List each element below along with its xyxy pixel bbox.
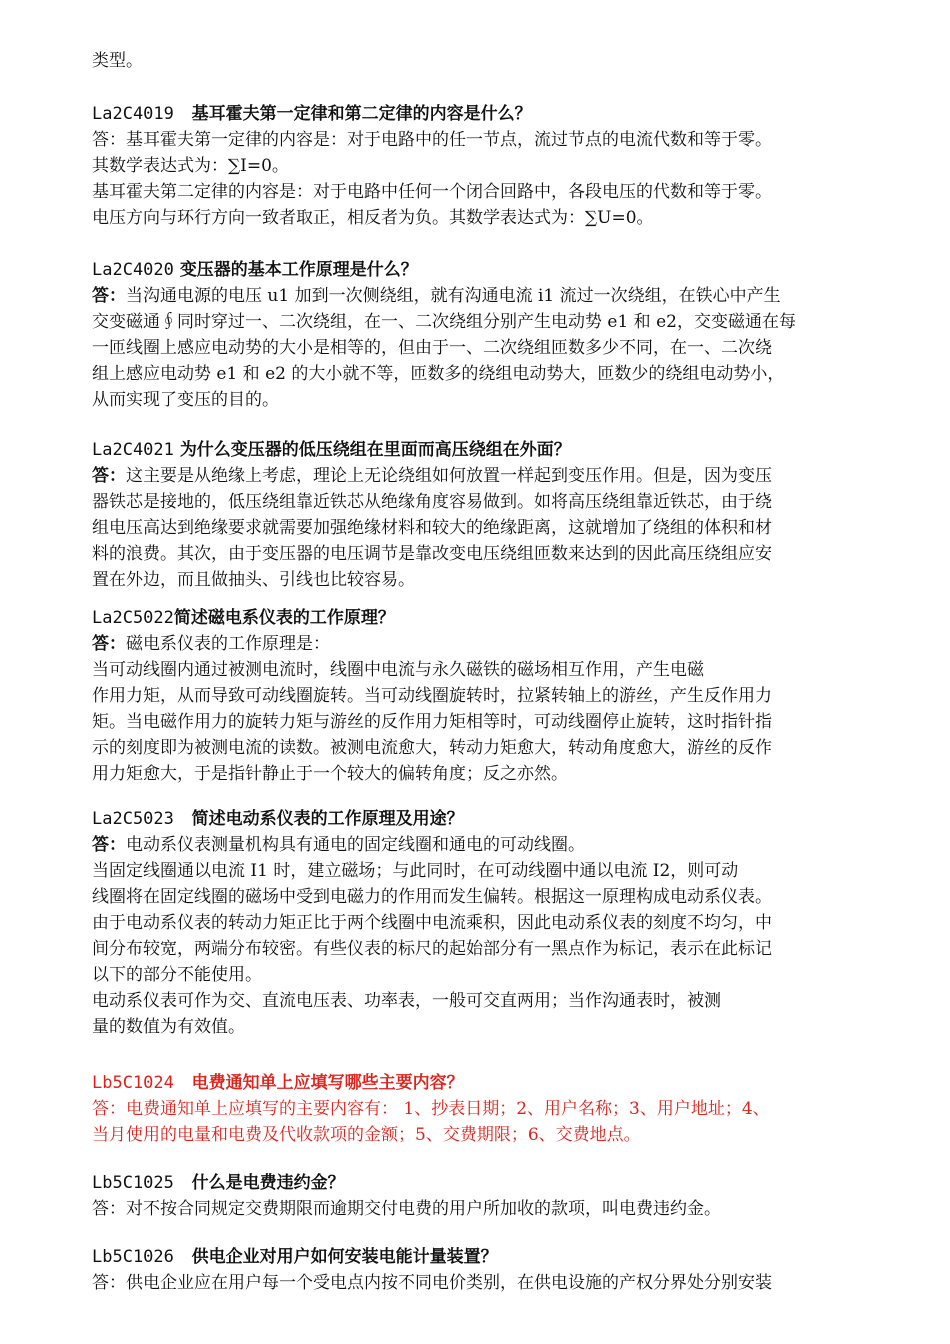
answer-line: 线圈将在固定线圈的磁场中受到电磁力的作用而发生偏转。根据这一原理构成电动系仪表。 xyxy=(92,887,772,907)
answer-line: 用力矩愈大，于是指针静止于一个较大的偏转角度；反之亦然。 xyxy=(92,764,568,784)
answer-line: 组电压高达到绝缘要求就需要加强绝缘材料和较大的绝缘距离，这就增加了绕组的体积和材 xyxy=(92,518,772,538)
answer-label: 答： xyxy=(92,286,126,306)
answer-line: 作用力矩，从而导致可动线圈旋转。当可动线圈旋转时，拉紧转轴上的游丝，产生反作用力 xyxy=(92,686,772,706)
question-heading xyxy=(92,437,571,463)
answer-line: 电压方向与环行方向一致者取正，相反者为负。其数学表达式为：∑U=0。 xyxy=(92,208,654,228)
answer-line: 以下的部分不能使用。 xyxy=(92,965,262,985)
question-title: 简述磁电系仪表的工作原理？ xyxy=(173,608,395,628)
question-code: La2C4019 xyxy=(92,104,174,124)
answer-line: 答：电费通知单上应填写的主要内容有： 1、抄表日期；2、用户名称；3、用户地址；4、 xyxy=(92,1099,770,1119)
answer-line: 置在外边，而且做抽头、引线也比较容易。 xyxy=(92,570,415,590)
question-title: 什么是电费违约金？ xyxy=(191,1173,345,1193)
question-heading xyxy=(92,1244,498,1270)
answer-line: 从而实现了变压的目的。 xyxy=(92,390,279,410)
question-heading xyxy=(92,605,395,631)
question-code: Lb5C1026 xyxy=(92,1247,174,1267)
answer-line: 组上感应电动势 e1 和 e2 的大小就不等，匝数多的绕组电动势大，匝数少的绕组电动势小， xyxy=(92,364,785,384)
question-heading xyxy=(92,257,418,283)
answer-line: 答：供电企业应在用户每一个受电点内按不同电价类别，在供电设施的产权分界处分别安装 xyxy=(92,1273,772,1293)
answer-line: 答：基耳霍夫第一定律的内容是：对于电路中的任一节点，流过节点的电流代数和等于零。 xyxy=(92,130,772,150)
answer-line: 量的数值为有效值。 xyxy=(92,1017,245,1037)
answer-line: 当固定线圈通以电流 I1 时，建立磁场；与此同时，在可动线圈中通以电流 I2，则可动 xyxy=(92,861,739,881)
answer-line: 答：当沟通电源的电压 u1 加到一次侧绕组，就有沟通电流 i1 流过一次绕组，在铁心中产生 xyxy=(92,286,781,306)
question-heading xyxy=(92,806,464,832)
answer-line: 答：对不按合同规定交费期限而逾期交付电费的用户所加收的款项，叫电费违约金。 xyxy=(92,1199,721,1219)
answer-label: 答： xyxy=(92,466,126,486)
answer-line: 由于电动系仪表的转动力矩正比于两个线圈中电流乘积，因此电动系仪表的刻度不均匀，中 xyxy=(92,913,772,933)
answer-line: 答：磁电系仪表的工作原理是： xyxy=(92,634,330,654)
answer-line: 一匝线圈上感应电动势的大小是相等的，但由于一、二次绕组匝数多少不同，在一、二次绕 xyxy=(92,338,772,358)
answer-line: 当可动线圈内通过被测电流时，线圈中电流与永久磁铁的磁场相互作用，产生电磁 xyxy=(92,660,704,680)
answer-line: 矩。当电磁作用力的旋转力矩与游丝的反作用力矩相等时，可动线圈停止旋转，这时指针指 xyxy=(92,712,772,732)
answer-line: 料的浪费。其次，由于变压器的电压调节是靠改变电压绕组匝数来达到的因此高压绕组应安 xyxy=(92,544,772,564)
answer-line: 示的刻度即为被测电流的读数。被测电流愈大，转动力矩愈大，转动角度愈大，游丝的反作 xyxy=(92,738,772,758)
question-title: 供电企业对用户如何安装电能计量装置？ xyxy=(191,1247,498,1267)
intro-text: 类型。 xyxy=(92,51,143,71)
question-code: La2C4021 xyxy=(92,440,174,460)
question-title: 基耳霍夫第一定律和第二定律的内容是什么？ xyxy=(191,104,532,124)
question-code: La2C5023 xyxy=(92,809,174,829)
question-code: Lb5C1025 xyxy=(92,1173,174,1193)
answer-line: 基耳霍夫第二定律的内容是：对于电路中任何一个闭合回路中，各段电压的代数和等于零。 xyxy=(92,182,772,202)
answer-label: 答： xyxy=(92,835,126,855)
question-title: 电费通知单上应填写哪些主要内容？ xyxy=(191,1073,464,1093)
answer-label: 答： xyxy=(92,634,126,654)
question-code: La2C4020 xyxy=(92,260,174,280)
answer-line: 当月使用的电量和电费及代收款项的金额；5、交费期限；6、交费地点。 xyxy=(92,1125,641,1145)
question-heading xyxy=(92,1170,345,1196)
answer-line: 间分布较宽，两端分布较密。有些仪表的标尺的起始部分有一黑点作为标记，表示在此标记 xyxy=(92,939,772,959)
answer-line: 交变磁通∮同时穿过一、二次绕组，在一、二次绕组分别产生电动势 e1 和 e2，交变磁通在每 xyxy=(92,312,796,332)
answer-line: 器铁芯是接地的，低压绕组靠近铁芯从绝缘角度容易做到。如将高压绕组靠近铁芯，由于绕 xyxy=(92,492,772,512)
answer-line: 其数学表达式为：∑I=0。 xyxy=(92,156,289,176)
question-code: La2C5022 xyxy=(92,608,174,628)
answer-line: 电动系仪表可作为交、直流电压表、功率表，一般可交直两用；当作沟通表时，被测 xyxy=(92,991,721,1011)
question-title: 简述电动系仪表的工作原理及用途？ xyxy=(191,809,464,829)
question-heading xyxy=(92,101,532,127)
answer-line: 答：这主要是从绝缘上考虑，理论上无论绕组如何放置一样起到变压作用。但是，因为变压 xyxy=(92,466,772,486)
question-heading xyxy=(92,1070,464,1096)
answer-line: 答：电动系仪表测量机构具有通电的固定线圈和通电的可动线圈。 xyxy=(92,835,585,855)
question-title: 为什么变压器的低压绕组在里面而高压绕组在外面？ xyxy=(179,440,571,460)
question-title: 变压器的基本工作原理是什么？ xyxy=(179,260,418,280)
question-code: Lb5C1024 xyxy=(92,1073,174,1093)
